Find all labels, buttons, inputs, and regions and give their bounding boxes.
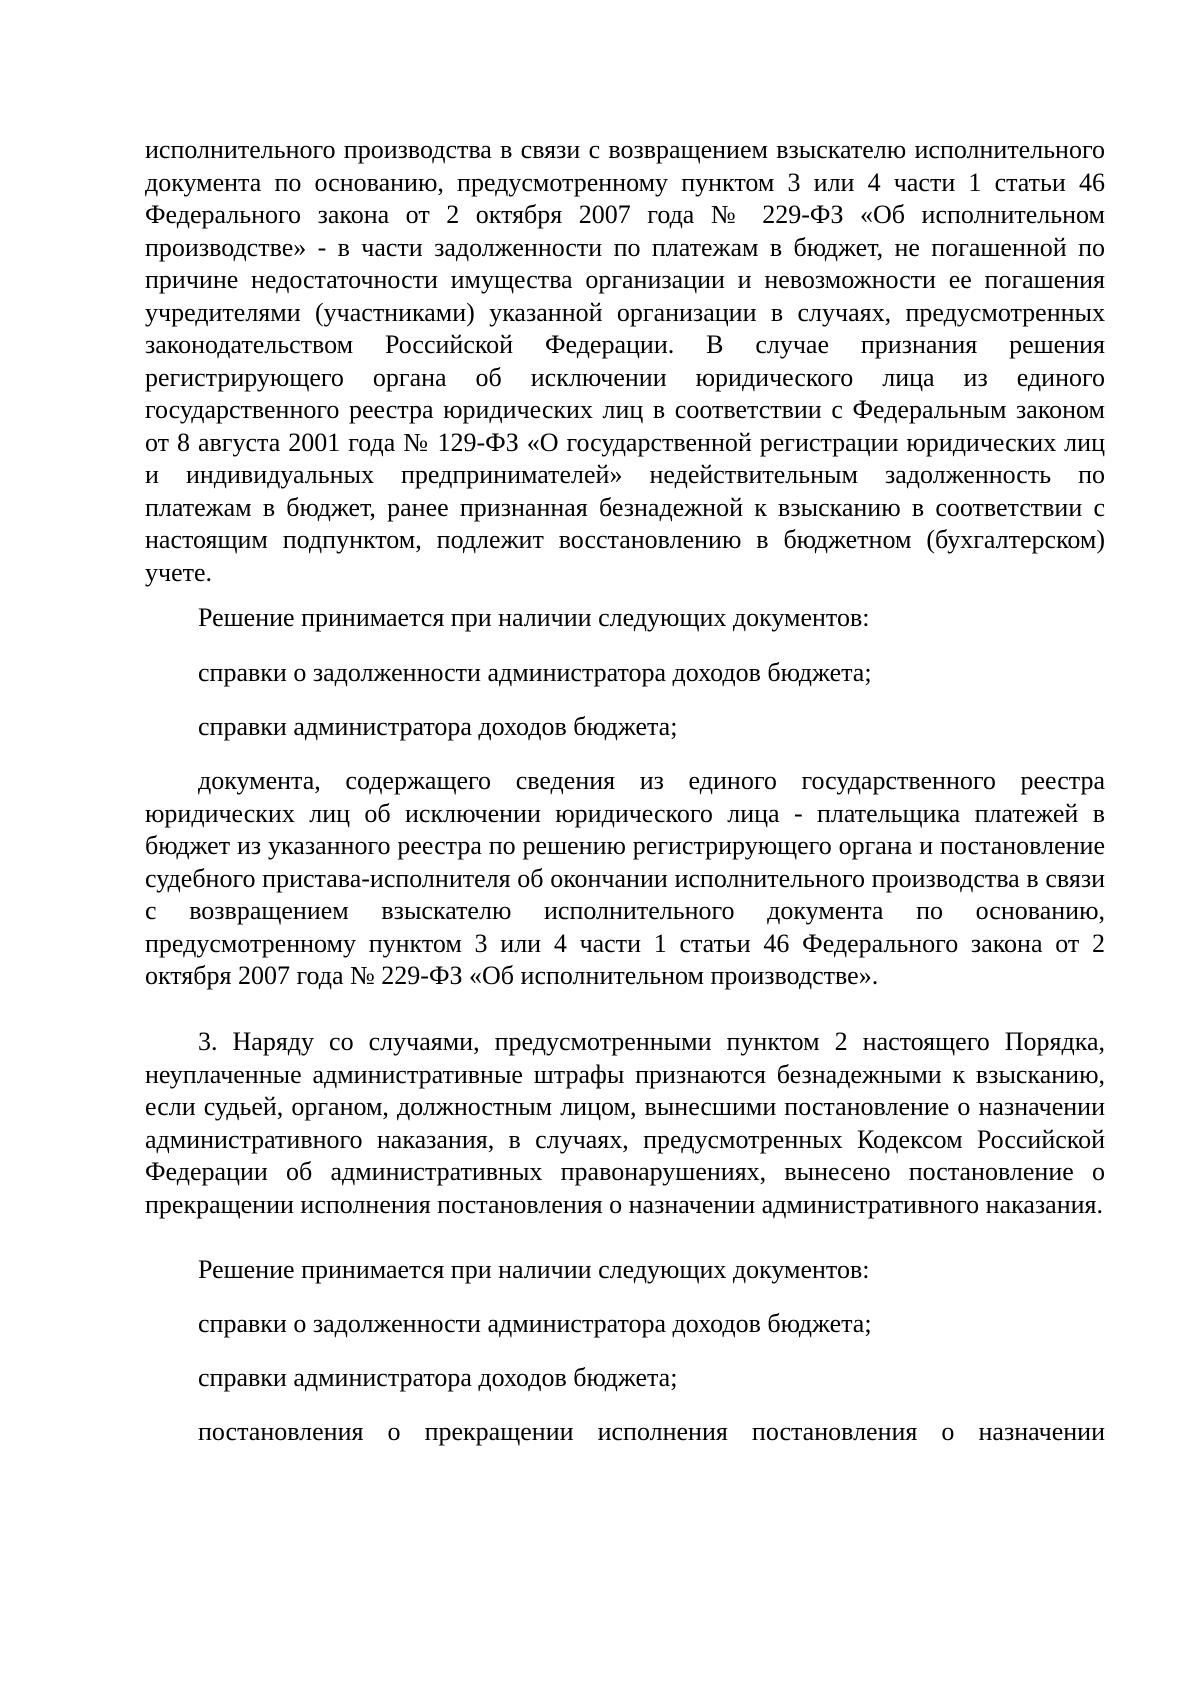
paragraph-egrul-document: документа, содержащего сведения из единого государственного реестра юридических лиц об исключении юридического лица - плательщика платежей в бюджет из указанного реестра по решению регистрирующего органа и постановление судебного пристава-исполнителя об окончании исполнительного производства в связи с возвращением взыскателю исполнительного документа по основанию, предусмотренному пунктом 3 или 4 части 1 статьи 46 Федерального закона от 2 октября 2007 года № 229-ФЗ «Об исполнительном производстве». — [145, 766, 1105, 990]
paragraph-continuation: исполнительного производства в связи с возвращением взыскателю исполнительного документа по основанию, предусмотренному пунктом 3 или 4 части 1 статьи 46 Федерального закона от 2 октября 2007 года № 229-ФЗ «Об исполнительном производстве» - в части задолженности по платежам в бюджет, не погашенной по причине недостаточности имущества организации и невозможности ее погашения учредителями (участниками) указанной организации в случаях, предусмотренных законодательством Российской Федерации. В случае признания решения регистрирующего органа об исключении юридического лица из единого государственного реестра юридических лиц в соответствии с Федеральным законом от 8 августа 2001 года № 129-ФЗ «О государственной регистрации юридических лиц и индивидуальных предпринимателей» недействительным задолженность по платежам в бюджет, ранее признанная безнадежной к взысканию в соответствии с настоящим подпунктом, подлежит восстановлению в бюджетном (бухгалтерском) учете. — [145, 135, 1105, 587]
paragraph-admin-certificate-2: справки администратора доходов бюджета; — [198, 1363, 678, 1392]
paragraph-debt-certificate-2: справки о задолженности администратора доходов бюджета; — [198, 1309, 872, 1338]
paragraph-documents-required-2: Решение принимается при наличии следующих документов: — [198, 1255, 870, 1284]
paragraph-section-3: 3. Наряду со случаями, предусмотренными пунктом 2 настоящего Порядка, неуплаченные административные штрафы признаются безнадежными к взысканию, если судьей, органом, должностным лицом, вынесшими постановление о назначении административного наказания, в случаях, предусмотренных Кодексом Российской Федерации об административных правонарушениях, вынесено постановление о прекращении исполнения постановления о назначении административного наказания. — [145, 1027, 1105, 1219]
paragraph-termination-resolution: постановления о прекращении исполнения постановления о назначении — [198, 1417, 1105, 1446]
paragraph-admin-certificate-1: справки администратора доходов бюджета; — [198, 712, 678, 741]
paragraph-debt-certificate-1: справки о задолженности администратора доходов бюджета; — [198, 658, 872, 687]
paragraph-documents-required-1: Решение принимается при наличии следующих документов: — [198, 603, 870, 632]
